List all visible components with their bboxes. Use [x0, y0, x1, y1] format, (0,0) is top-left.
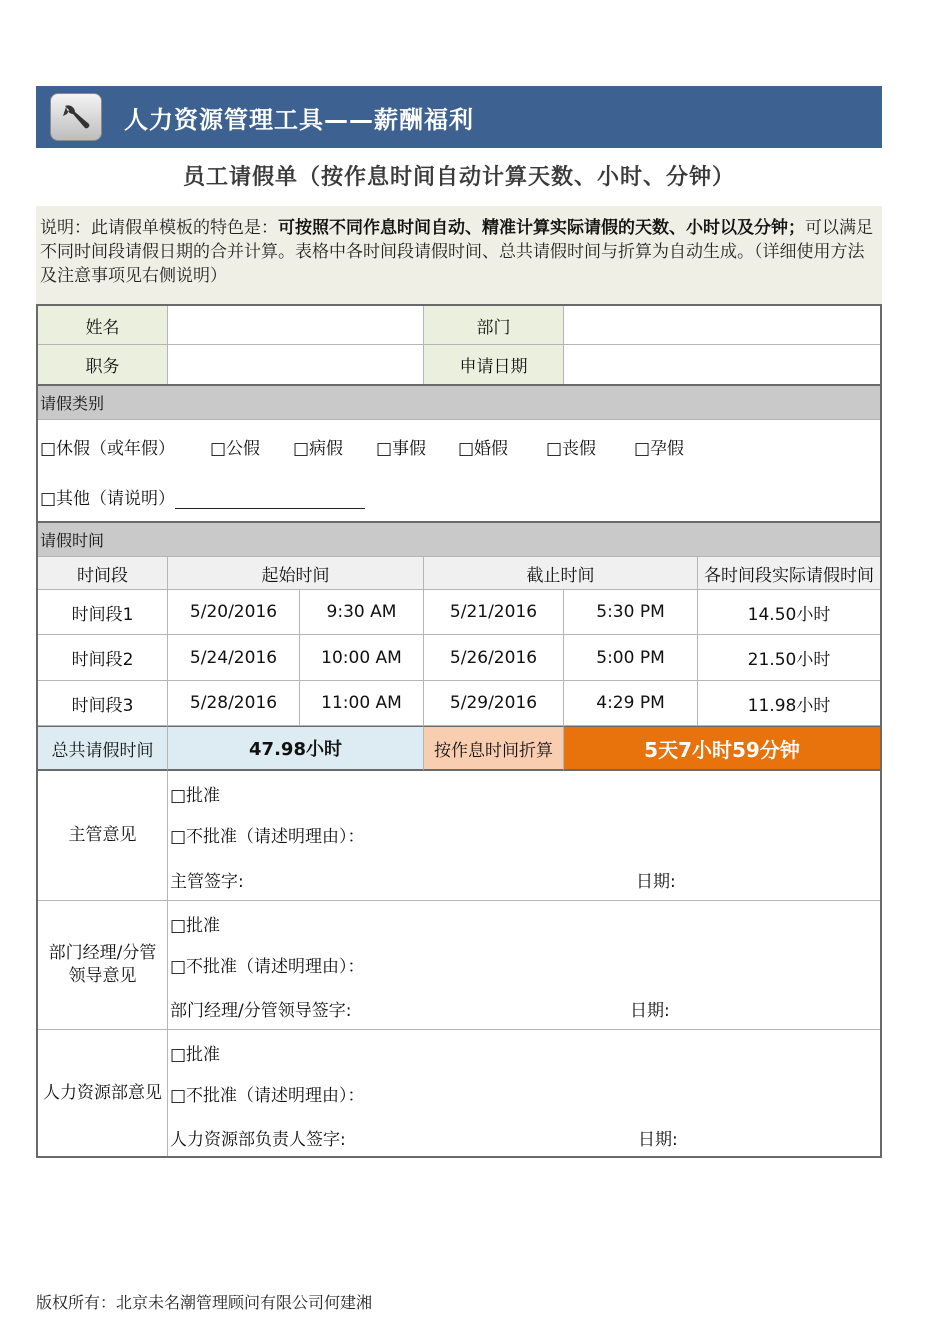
row1-start-time[interactable]: 9:30 AM [300, 590, 424, 635]
row1-period: 时间段1 [38, 590, 168, 635]
supervisor-opinion-label: 主管意见 [38, 771, 168, 901]
supervisor-approve[interactable]: □批准 [170, 786, 221, 806]
position-label: 职务 [38, 345, 168, 384]
row2-end-date[interactable]: 5/26/2016 [424, 635, 564, 681]
apply-date-field[interactable] [564, 345, 880, 384]
header-banner [36, 86, 882, 148]
supervisor-reject[interactable]: □不批准（请述明理由）： [170, 827, 365, 847]
name-field[interactable] [168, 306, 424, 345]
row2-actual: 21.50小时 [698, 635, 880, 681]
hr-reject[interactable]: □不批准（请述明理由）： [170, 1086, 365, 1106]
total-value: 47.98小时 [168, 726, 424, 771]
banner-title: 人力资源管理工具——薪酬福利 [124, 105, 474, 134]
description-prefix: 说明：此请假单模板的特色是： [40, 218, 278, 238]
manager-date: 日期: [630, 1001, 670, 1021]
row3-period: 时间段3 [38, 681, 168, 726]
row3-start-time[interactable]: 11:00 AM [300, 681, 424, 726]
position-field[interactable] [168, 345, 424, 384]
copyright-footer: 版权所有：北京未名潮管理顾问有限公司何建湘 [36, 1293, 373, 1312]
row3-end-date[interactable]: 5/29/2016 [424, 681, 564, 726]
hr-opinion-label: 人力资源部意见 [38, 1030, 168, 1156]
header-end: 截止时间 [424, 557, 698, 590]
leave-type-section: 请假类别 [38, 384, 880, 420]
supervisor-date: 日期: [636, 872, 676, 892]
leave-option-marriage[interactable]: □婚假 [458, 439, 509, 459]
leave-option-personal[interactable]: □事假 [376, 439, 427, 459]
other-reason-line[interactable] [175, 492, 365, 509]
form-title: 员工请假单（按作息时间自动计算天数、小时、分钟） [182, 165, 735, 190]
hr-approve[interactable]: □批准 [170, 1045, 221, 1065]
leave-option-other[interactable] [40, 484, 365, 509]
leave-option-sick[interactable]: □病假 [293, 439, 344, 459]
row3-end-time[interactable]: 4:29 PM [564, 681, 698, 726]
row2-start-time[interactable]: 10:00 AM [300, 635, 424, 681]
row2-start-date[interactable]: 5/24/2016 [168, 635, 300, 681]
dept-label: 部门 [424, 306, 564, 345]
wrench-icon [50, 93, 102, 141]
description-bold: 可按照不同作息时间自动、精准计算实际请假的天数、小时以及分钟； [278, 218, 805, 238]
manager-reject[interactable]: □不批准（请述明理由）： [170, 957, 365, 977]
hr-date: 日期: [638, 1130, 678, 1150]
dept-field[interactable] [564, 306, 880, 345]
leave-time-section: 请假时间 [38, 521, 880, 557]
row1-start-date[interactable]: 5/20/2016 [168, 590, 300, 635]
manager-approve[interactable]: □批准 [170, 916, 221, 936]
header-actual: 各时间段实际请假时间 [698, 557, 880, 590]
apply-date-label: 申请日期 [424, 345, 564, 384]
manager-signature: 部门经理/分管领导签字: [170, 1001, 352, 1021]
name-label: 姓名 [38, 306, 168, 345]
row1-actual: 14.50小时 [698, 590, 880, 635]
description [36, 206, 882, 304]
description-suffix: 可以满足不同时间段请假日期的合并计算。表格中各时间段请假时间、总共请假时间与折算为自动生成。（详细使用方法及注意事项见右侧说明） [40, 218, 873, 286]
row1-end-date[interactable]: 5/21/2016 [424, 590, 564, 635]
leave-option-bereavement[interactable]: □丧假 [546, 439, 597, 459]
leave-option-public[interactable]: □公假 [210, 439, 261, 459]
manager-opinion-label: 部门经理/分管领导意见 [38, 901, 168, 1030]
row2-end-time[interactable]: 5:00 PM [564, 635, 698, 681]
header-start: 起始时间 [168, 557, 424, 590]
leave-form [36, 304, 882, 1158]
row3-actual: 11.98小时 [698, 681, 880, 726]
leave-option-maternity[interactable]: □孕假 [634, 439, 685, 459]
row1-end-time[interactable]: 5:30 PM [564, 590, 698, 635]
total-label: 总共请假时间 [38, 726, 168, 771]
convert-label: 按作息时间折算 [424, 726, 564, 771]
row2-period: 时间段2 [38, 635, 168, 681]
convert-value: 5天7小时59分钟 [564, 726, 880, 771]
supervisor-signature: 主管签字: [170, 872, 244, 892]
row3-start-date[interactable]: 5/28/2016 [168, 681, 300, 726]
header-period: 时间段 [38, 557, 168, 590]
hr-signature: 人力资源部负责人签字: [170, 1130, 346, 1150]
leave-option-annual[interactable]: □休假（或年假） [40, 439, 176, 459]
leave-option-other-label: □其他（请说明） [40, 489, 176, 509]
